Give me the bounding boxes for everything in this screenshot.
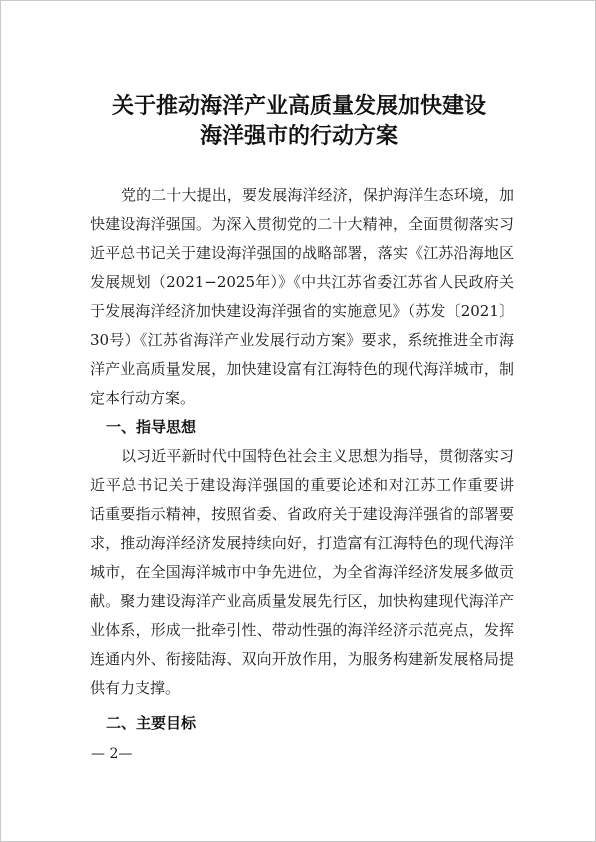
section1-line: 近平总书记关于建设海洋强国的重要论述和对江苏工作重要讲 (90, 476, 514, 494)
intro-line: 定本行动方案。 (90, 389, 196, 407)
document-title-line-1: 关于推动海洋产业高质量发展加快建设 (111, 93, 486, 119)
section-heading-guiding-ideology: 一、指导思想 (106, 418, 197, 436)
section-heading-main-goals: 二、主要目标 (106, 714, 197, 732)
intro-line: 党的二十大提出，要发展海洋经济，保护海洋生态环境，加 (121, 186, 514, 204)
intro-line: 发展规划（2021−2025年）》《中共江苏省委江苏省人民政府关 (90, 273, 514, 291)
section1-line: 话重要指示精神，按照省委、省政府关于建设海洋强省的部署要 (90, 505, 514, 523)
document-title-line-2: 海洋强市的行动方案 (199, 123, 398, 149)
intro-line: 于发展海洋经济加快建设海洋强省的实施意见》（苏发〔2021〕 (90, 302, 514, 320)
page-number: — 2— (91, 746, 133, 762)
section1-line: 连通内外、衔接陆海、双向开放作用，为服务构建新发展格局提 (90, 650, 514, 668)
section1-line: 供有力支撑。 (90, 679, 181, 697)
intro-line: 近平总书记关于建设海洋强国的战略部署，落实《江苏沿海地区 (90, 244, 514, 262)
intro-line: 洋产业高质量发展，加快建设富有江海特色的现代海洋城市，制 (90, 360, 514, 378)
section1-line: 以习近平新时代中国特色社会主义思想为指导，贯彻落实习 (121, 447, 514, 465)
section1-line: 献。聚力建设海洋产业高质量发展先行区，加快构建现代海洋产 (90, 592, 514, 610)
section1-line: 城市，在全国海洋城市中争先进位，为全省海洋经济发展多做贡 (90, 563, 514, 581)
section1-line: 业体系，形成一批牵引性、带动性强的海洋经济示范亮点，发挥 (90, 621, 514, 639)
section1-line: 求，推动海洋经济发展持续向好，打造富有江海特色的现代海洋 (90, 534, 514, 552)
intro-line: 快建设海洋强国。为深入贯彻党的二十大精神，全面贯彻落实习 (90, 215, 514, 233)
document-body (90, 181, 514, 738)
intro-line: 30号）《江苏省海洋产业发展行动方案》要求，系统推进全市海 (90, 331, 514, 349)
